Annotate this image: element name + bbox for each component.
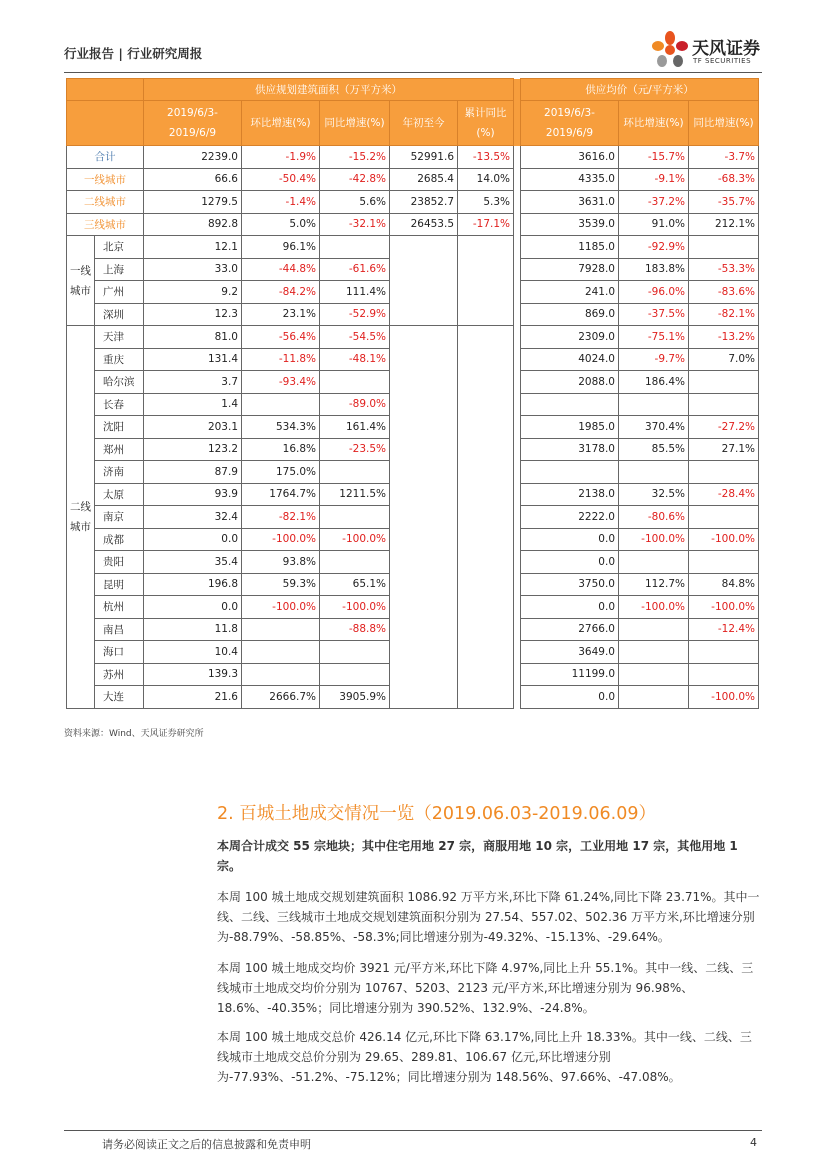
column-gap	[514, 213, 521, 236]
city-name: 北京	[95, 236, 144, 259]
table-cell: -15.2%	[320, 146, 390, 169]
table-cell: -28.4%	[689, 483, 759, 506]
column-gap	[514, 528, 521, 551]
col-header: 同比增速(%)	[689, 101, 759, 146]
table-cell: -13.2%	[689, 326, 759, 349]
city-name: 上海	[95, 258, 144, 281]
table-cell: -75.1%	[619, 326, 689, 349]
table-cell: -17.1%	[458, 213, 514, 236]
col-header: 年初至今	[390, 101, 458, 146]
page-number: 4	[750, 1136, 757, 1149]
table-cell	[619, 663, 689, 686]
table-cell: 33.0	[144, 258, 242, 281]
table-cell: 3631.0	[521, 191, 619, 214]
table-cell: -56.4%	[242, 326, 320, 349]
column-gap	[514, 686, 521, 709]
table-cell: 2666.7%	[242, 686, 320, 709]
table-cell: 2685.4	[390, 168, 458, 191]
table-cell	[689, 393, 759, 416]
column-gap	[514, 506, 521, 529]
table-cell: 14.0%	[458, 168, 514, 191]
table-cell: -32.1%	[320, 213, 390, 236]
tier-label: 二线城市	[67, 326, 95, 709]
column-gap	[514, 438, 521, 461]
table-cell: -9.1%	[619, 168, 689, 191]
column-gap	[514, 618, 521, 641]
flower-logo-icon	[648, 30, 692, 70]
table-cell	[320, 461, 390, 484]
table-cell: 87.9	[144, 461, 242, 484]
city-name: 深圳	[95, 303, 144, 326]
footer-disclaimer: 请务必阅读正文之后的信息披露和免责申明	[102, 1138, 311, 1151]
table-cell: 1185.0	[521, 236, 619, 259]
table-cell: 139.3	[144, 663, 242, 686]
table-cell: 12.1	[144, 236, 242, 259]
table-cell: -88.8%	[320, 618, 390, 641]
table-cell: 85.5%	[619, 438, 689, 461]
section-title: 2. 百城土地成交情况一览（2019.06.03-2019.06.09）	[217, 804, 656, 824]
table-cell: 0.0	[144, 528, 242, 551]
table-cell: 32.5%	[619, 483, 689, 506]
table-cell: 0.0	[521, 528, 619, 551]
table-cell	[242, 393, 320, 416]
table-cell	[320, 236, 390, 259]
table-cell: 4024.0	[521, 348, 619, 371]
table-cell: 370.4%	[619, 416, 689, 439]
column-gap	[514, 573, 521, 596]
table-cell	[689, 371, 759, 394]
city-name: 成都	[95, 528, 144, 551]
table-cell: 66.6	[144, 168, 242, 191]
table-cell: 3905.9%	[320, 686, 390, 709]
table-cell: 183.8%	[619, 258, 689, 281]
table-cell: 11199.0	[521, 663, 619, 686]
table-cell	[619, 641, 689, 664]
table-cell: 93.9	[144, 483, 242, 506]
row-label: 三线城市	[67, 213, 144, 236]
empty-cell	[458, 236, 514, 326]
table-cell: 534.3%	[242, 416, 320, 439]
table-cell: -27.2%	[689, 416, 759, 439]
column-gap	[514, 258, 521, 281]
column-gap	[514, 168, 521, 191]
table-cell: 11.8	[144, 618, 242, 641]
table-cell: -82.1%	[242, 506, 320, 529]
summary-paragraph: 本周合计成交 55 宗地块；其中住宅用地 27 宗，商服用地 10 宗，工业用地 17 宗，其他用地 1 宗。	[217, 839, 738, 873]
table-cell: -9.7%	[619, 348, 689, 371]
table-cell	[619, 551, 689, 574]
column-gap	[514, 641, 521, 664]
city-name: 济南	[95, 461, 144, 484]
table-cell	[689, 641, 759, 664]
table-cell	[242, 641, 320, 664]
table-cell: 2239.0	[144, 146, 242, 169]
city-name: 杭州	[95, 596, 144, 619]
row-label: 合计	[67, 146, 144, 169]
table-cell: 0.0	[521, 551, 619, 574]
data-source: 资料来源：Wind、天风证券研究所	[64, 729, 204, 739]
header-blank	[67, 101, 144, 146]
table-cell: 131.4	[144, 348, 242, 371]
table-cell: 0.0	[521, 686, 619, 709]
table-cell	[521, 393, 619, 416]
column-gap	[514, 416, 521, 439]
table-cell: 3178.0	[521, 438, 619, 461]
table-cell: 59.3%	[242, 573, 320, 596]
city-name: 南昌	[95, 618, 144, 641]
table-cell	[521, 461, 619, 484]
table-cell: 111.4%	[320, 281, 390, 304]
table-cell: -15.7%	[619, 146, 689, 169]
table-cell: 212.1%	[689, 213, 759, 236]
tier-label: 一线城市	[67, 236, 95, 326]
table-cell: 4335.0	[521, 168, 619, 191]
empty-cell	[390, 236, 458, 326]
table-cell: 1279.5	[144, 191, 242, 214]
table-cell: 3.7	[144, 371, 242, 394]
table-cell: 1211.5%	[320, 483, 390, 506]
table-cell	[619, 686, 689, 709]
table-cell	[619, 618, 689, 641]
city-name: 南京	[95, 506, 144, 529]
table-cell: -100.0%	[689, 528, 759, 551]
table-cell: 112.7%	[619, 573, 689, 596]
col-header: 2019/6/3-2019/6/9	[144, 101, 242, 146]
empty-cell	[390, 326, 458, 709]
table-cell	[242, 618, 320, 641]
table-cell	[320, 506, 390, 529]
table-cell: 32.4	[144, 506, 242, 529]
column-gap	[514, 663, 521, 686]
table-cell: 869.0	[521, 303, 619, 326]
table-cell	[320, 371, 390, 394]
table-cell: -68.3%	[689, 168, 759, 191]
price-paragraph: 本周 100 城土地成交均价 3921 元/平方米,环比下降 4.97%,同比上升 55.1%。其中一线、二线、三线城市土地成交均价分别为 10767、5203、2123 元/平方米,环比增速分别为 96.98%、18.6%、-40.35%；同比增速分别为 390.52%、132.9%、-24.8%。	[217, 961, 754, 1015]
city-name: 广州	[95, 281, 144, 304]
table-cell: 2138.0	[521, 483, 619, 506]
table-cell: -23.5%	[320, 438, 390, 461]
col-header: 2019/6/3-2019/6/9	[521, 101, 619, 146]
table-cell: 203.1	[144, 416, 242, 439]
city-name: 贵阳	[95, 551, 144, 574]
table-cell: 1.4	[144, 393, 242, 416]
city-name: 哈尔滨	[95, 371, 144, 394]
logo-subtext: TF SECURITIES	[693, 57, 752, 65]
table-cell: -100.0%	[689, 686, 759, 709]
table-group-header-row	[67, 79, 759, 101]
table-cell: -3.7%	[689, 146, 759, 169]
table-row	[67, 236, 759, 259]
table-cell: -100.0%	[619, 528, 689, 551]
table-cell: 91.0%	[619, 213, 689, 236]
col-header: 同比增速(%)	[320, 101, 390, 146]
table-cell: 0.0	[521, 596, 619, 619]
row-label: 一线城市	[67, 168, 144, 191]
city-name: 郑州	[95, 438, 144, 461]
table-cell: -35.7%	[689, 191, 759, 214]
table-cell: -84.2%	[242, 281, 320, 304]
table-cell: 5.0%	[242, 213, 320, 236]
table-cell	[689, 506, 759, 529]
row-label: 二线城市	[67, 191, 144, 214]
table-cell: 10.4	[144, 641, 242, 664]
table-cell: 93.8%	[242, 551, 320, 574]
table-cell: 3616.0	[521, 146, 619, 169]
header-divider	[64, 72, 762, 73]
table-cell: 12.3	[144, 303, 242, 326]
column-gap	[514, 191, 521, 214]
city-name: 长春	[95, 393, 144, 416]
table-cell: -82.1%	[689, 303, 759, 326]
table-cell: -100.0%	[619, 596, 689, 619]
table-cell: 3649.0	[521, 641, 619, 664]
column-gap	[514, 596, 521, 619]
table-cell: 1985.0	[521, 416, 619, 439]
table-row	[67, 191, 759, 214]
table-cell: 81.0	[144, 326, 242, 349]
column-gap	[514, 393, 521, 416]
table-cell: -48.1%	[320, 348, 390, 371]
column-gap	[514, 371, 521, 394]
area-paragraph: 本周 100 城土地成交规划建筑面积 1086.92 万平方米,环比下降 61.24%,同比下降 23.71%。其中一线、二线、三线城市土地成交规划建筑面积分别为 27.54、557.02、502.36 万平方米,环比增速分别为-88.79%、-58.85%、-58.3%;同比增速分别为-49.32%、-15.13%、-29.64%。	[217, 890, 760, 944]
table-cell: 84.8%	[689, 573, 759, 596]
table-cell: -100.0%	[320, 528, 390, 551]
table-row	[67, 326, 759, 349]
table-cell: 26453.5	[390, 213, 458, 236]
table-cell	[689, 663, 759, 686]
table-cell: -52.9%	[320, 303, 390, 326]
city-name: 重庆	[95, 348, 144, 371]
table-cell: -80.6%	[619, 506, 689, 529]
table-cell: 2309.0	[521, 326, 619, 349]
table-cell: -44.8%	[242, 258, 320, 281]
city-name: 苏州	[95, 663, 144, 686]
table-cell	[320, 663, 390, 686]
table-cell: 186.4%	[619, 371, 689, 394]
table-cell: -83.6%	[689, 281, 759, 304]
report-category: 行业报告 | 行业研究周报	[64, 46, 203, 61]
city-name: 太原	[95, 483, 144, 506]
column-gap	[514, 303, 521, 326]
table-cell	[619, 393, 689, 416]
col-header: 环比增速(%)	[242, 101, 320, 146]
table-cell: 5.3%	[458, 191, 514, 214]
table-cell	[320, 641, 390, 664]
column-gap	[514, 326, 521, 349]
table-cell	[619, 461, 689, 484]
table-cell: 35.4	[144, 551, 242, 574]
table-cell: -13.5%	[458, 146, 514, 169]
table-cell: 241.0	[521, 281, 619, 304]
column-gap	[514, 79, 521, 101]
table-cell: -100.0%	[689, 596, 759, 619]
table-row	[67, 213, 759, 236]
table-cell: 1764.7%	[242, 483, 320, 506]
table-cell: 65.1%	[320, 573, 390, 596]
column-gap	[514, 146, 521, 169]
table-cell: -100.0%	[320, 596, 390, 619]
city-name: 大连	[95, 686, 144, 709]
table-cell	[689, 461, 759, 484]
table-cell: -100.0%	[242, 528, 320, 551]
company-logo	[648, 30, 768, 70]
total-paragraph: 本周 100 城土地成交总价 426.14 亿元,环比下降 63.17%,同比上升 18.33%。其中一线、二线、三线城市土地成交总价分别为 29.65、289.81、106.67 亿元,环比增速分别为-77.93%、-51.2%、-75.12%；同比增速分别为 148.56%、97.66%、-47.08%。	[217, 1030, 752, 1084]
table-cell: 3539.0	[521, 213, 619, 236]
table-cell: 2766.0	[521, 618, 619, 641]
table-cell: 7.0%	[689, 348, 759, 371]
column-gap	[514, 281, 521, 304]
col-header: 累计同比(%)	[458, 101, 514, 146]
table-cell	[320, 551, 390, 574]
table-cell: 7928.0	[521, 258, 619, 281]
table-cell: 123.2	[144, 438, 242, 461]
table-cell: -1.4%	[242, 191, 320, 214]
table-cell: -12.4%	[689, 618, 759, 641]
table-cell: 161.4%	[320, 416, 390, 439]
table-cell: 96.1%	[242, 236, 320, 259]
table-cell: -42.8%	[320, 168, 390, 191]
table-cell: 16.8%	[242, 438, 320, 461]
table-cell: -100.0%	[242, 596, 320, 619]
table-cell: 5.6%	[320, 191, 390, 214]
logo-text: 天风证券	[692, 39, 760, 59]
column-gap	[514, 551, 521, 574]
city-name: 沈阳	[95, 416, 144, 439]
table-cell: -37.5%	[619, 303, 689, 326]
table-cell: -54.5%	[320, 326, 390, 349]
city-name: 昆明	[95, 573, 144, 596]
table-cell: -11.8%	[242, 348, 320, 371]
group-header-price: 供应均价（元/平方米）	[521, 79, 759, 101]
col-header: 环比增速(%)	[619, 101, 689, 146]
table-cell: -96.0%	[619, 281, 689, 304]
city-name: 海口	[95, 641, 144, 664]
city-name: 天津	[95, 326, 144, 349]
table-cell: 0.0	[144, 596, 242, 619]
table-cell: -1.9%	[242, 146, 320, 169]
table-cell: -50.4%	[242, 168, 320, 191]
table-cell: 2088.0	[521, 371, 619, 394]
table-cell: -61.6%	[320, 258, 390, 281]
table-cell: -89.0%	[320, 393, 390, 416]
group-header-area: 供应规划建筑面积（万平方米）	[144, 79, 514, 101]
table-cell: 27.1%	[689, 438, 759, 461]
table-cell: 196.8	[144, 573, 242, 596]
table-cell	[689, 236, 759, 259]
header-blank	[67, 79, 144, 101]
column-gap	[514, 236, 521, 259]
table-cell: 175.0%	[242, 461, 320, 484]
table-cell: 52991.6	[390, 146, 458, 169]
table-cell: 3750.0	[521, 573, 619, 596]
column-gap	[514, 461, 521, 484]
footer-divider	[64, 1130, 762, 1131]
table-cell: 892.8	[144, 213, 242, 236]
table-row	[67, 146, 759, 169]
table-cell: 21.6	[144, 686, 242, 709]
table-cell: 23.1%	[242, 303, 320, 326]
column-gap	[514, 483, 521, 506]
table-cell	[242, 663, 320, 686]
table-row	[67, 168, 759, 191]
supply-table	[66, 78, 759, 709]
table-cell: 23852.7	[390, 191, 458, 214]
column-gap	[514, 101, 521, 146]
empty-cell	[458, 326, 514, 709]
table-cell: 9.2	[144, 281, 242, 304]
column-gap	[514, 348, 521, 371]
table-cell: -92.9%	[619, 236, 689, 259]
table-cell: -53.3%	[689, 258, 759, 281]
table-column-header-row	[67, 101, 759, 146]
table-cell	[689, 551, 759, 574]
table-cell: -93.4%	[242, 371, 320, 394]
table-cell: 2222.0	[521, 506, 619, 529]
table-cell: -37.2%	[619, 191, 689, 214]
